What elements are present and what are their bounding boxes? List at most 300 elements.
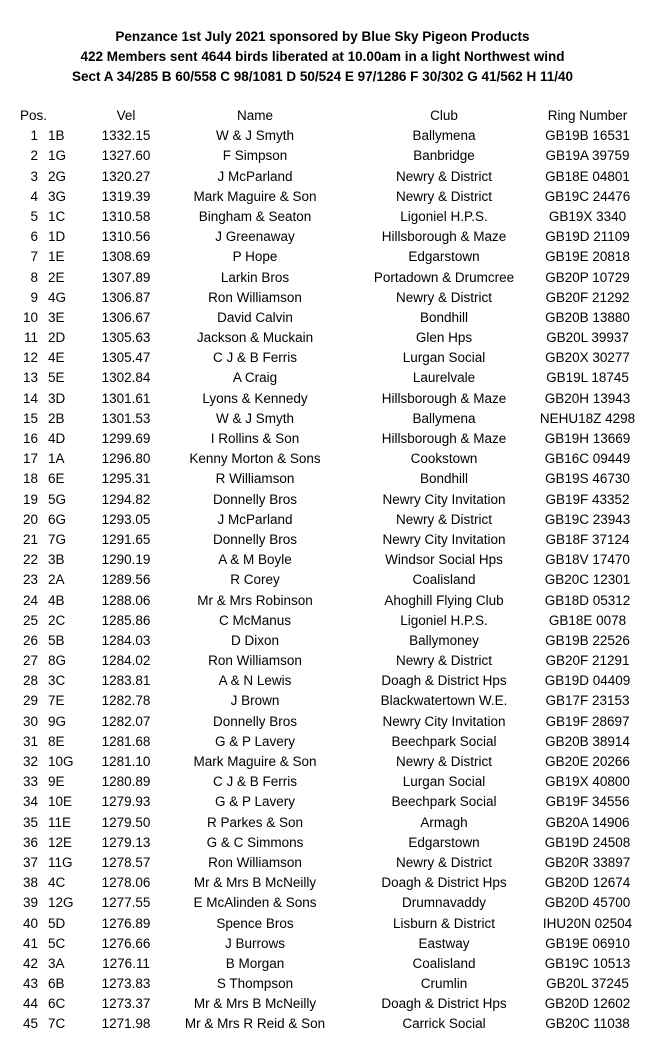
club-cell: Ballymena — [412, 410, 476, 426]
table-row — [0, 409, 645, 429]
velocity-cell: 1296.80 — [101, 451, 151, 467]
section-cell: 4C — [48, 875, 66, 891]
velocity-cell: 1291.65 — [101, 531, 151, 547]
velocity-cell: 1284.02 — [101, 653, 151, 669]
club-cell: Beechpark Social — [391, 733, 497, 749]
velocity-cell: 1306.67 — [101, 309, 151, 325]
club-cell: Ligoniel H.P.S. — [400, 612, 488, 628]
name-cell: Kenny Morton & Sons — [189, 451, 321, 467]
table-row — [0, 853, 645, 873]
club-cell: Carrick Social — [402, 1016, 486, 1032]
ring-number-cell: GB20B 38914 — [545, 733, 630, 749]
section-cell: 6C — [48, 996, 66, 1012]
table-row — [0, 288, 645, 308]
ring-number-cell: GB20A 14906 — [545, 814, 630, 830]
section-cell: 1G — [48, 148, 67, 164]
table-body — [0, 126, 645, 1034]
ring-number-cell: GB19F 28697 — [545, 713, 630, 729]
ring-number-cell: GB20D 12602 — [544, 996, 631, 1012]
club-cell: Newry City Invitation — [382, 491, 506, 507]
velocity-cell: 1282.78 — [101, 693, 151, 709]
position-cell: 7 — [30, 249, 38, 265]
table-row — [0, 187, 645, 207]
club-cell: Bondhill — [419, 309, 469, 325]
position-cell: 34 — [22, 794, 38, 810]
position-cell: 9 — [30, 289, 38, 305]
section-cell: 7C — [48, 1016, 66, 1032]
table-row — [0, 712, 645, 732]
section-cell: 3A — [48, 955, 65, 971]
ring-number-cell: GB19C 23943 — [544, 511, 631, 527]
velocity-cell: 1281.68 — [101, 733, 151, 749]
ring-number-cell: GB20L 39937 — [546, 330, 629, 346]
club-cell: Beechpark Social — [391, 794, 497, 810]
club-cell: Newry & District — [395, 754, 492, 769]
section-cell: 2D — [48, 330, 66, 346]
position-cell: 43 — [22, 976, 38, 992]
ring-number-cell: GB19X 3340 — [548, 208, 627, 224]
position-cell: 15 — [22, 410, 38, 426]
table-row — [0, 348, 645, 368]
club-cell: Blackwatertown W.E. — [380, 693, 508, 709]
name-cell: J McParland — [217, 511, 293, 527]
table-row — [0, 974, 645, 994]
section-cell: 5D — [48, 915, 66, 931]
table-row — [0, 752, 645, 772]
ring-number-cell: GB19E 06910 — [545, 935, 630, 951]
position-cell: 32 — [22, 754, 38, 769]
name-cell: D Dixon — [230, 632, 279, 648]
name-cell: C J & B Ferris — [212, 774, 297, 790]
position-cell: 16 — [22, 431, 38, 446]
velocity-cell: 1302.84 — [101, 370, 151, 386]
name-cell: G & C Simmons — [206, 834, 304, 850]
section-cell: 9G — [48, 713, 67, 729]
ring-number-cell: GB19A 39759 — [545, 148, 630, 164]
ring-number-cell: GB20L 37245 — [546, 976, 629, 992]
velocity-cell: 1284.03 — [101, 632, 151, 648]
column-header-pos: Pos. — [20, 108, 48, 123]
ring-number-cell: GB20F 21291 — [545, 653, 630, 669]
section-summary: Sect A 34/285 B 60/558 C 98/1081 D 50/524 E 97/1286 F 30/302 G 41/562 H 11/40 — [71, 69, 574, 84]
section-cell: 2G — [48, 168, 67, 184]
table-row — [0, 389, 645, 409]
ring-number-cell: GB20C 12301 — [544, 572, 631, 588]
ring-number-cell: GB19X 40800 — [545, 774, 630, 790]
velocity-cell: 1277.55 — [101, 895, 151, 911]
table-row — [0, 813, 645, 833]
velocity-cell: 1305.47 — [101, 350, 151, 366]
section-cell: 11E — [48, 814, 72, 830]
column-header-name: Name — [236, 108, 273, 123]
ring-number-cell: GB19D 24508 — [544, 834, 631, 850]
table-row — [0, 429, 645, 449]
club-cell: Newry City Invitation — [382, 713, 506, 729]
section-cell: 4G — [48, 289, 67, 305]
position-cell: 35 — [22, 814, 38, 830]
velocity-cell: 1307.89 — [101, 269, 151, 285]
section-cell: 12G — [48, 895, 74, 911]
velocity-cell: 1290.19 — [101, 552, 151, 568]
position-cell: 4 — [30, 188, 38, 204]
position-cell: 36 — [22, 834, 38, 850]
section-cell: 2C — [48, 612, 66, 628]
name-cell: Mr & Mrs B McNeilly — [193, 996, 317, 1012]
position-cell: 45 — [22, 1016, 38, 1032]
name-cell: B Morgan — [225, 955, 285, 971]
name-cell: Donnelly Bros — [212, 713, 298, 729]
velocity-cell: 1281.10 — [101, 754, 151, 769]
ring-number-cell: GB19H 13669 — [544, 431, 631, 446]
table-header-row — [0, 106, 645, 126]
position-cell: 29 — [22, 693, 38, 709]
ring-number-cell: GB18E 04801 — [545, 168, 630, 184]
velocity-cell: 1327.60 — [101, 148, 151, 164]
section-cell: 8G — [48, 653, 67, 669]
section-cell: 4D — [48, 431, 66, 446]
name-cell: Donnelly Bros — [212, 491, 298, 507]
position-cell: 27 — [22, 653, 38, 669]
ring-number-cell: GB18D 05312 — [544, 592, 631, 608]
ring-number-cell: GB19D 21109 — [545, 229, 630, 245]
name-cell: Donnelly Bros — [212, 531, 298, 547]
ring-number-cell: GB20D 45700 — [544, 895, 631, 911]
position-cell: 21 — [22, 531, 38, 547]
velocity-cell: 1279.50 — [101, 814, 151, 830]
ring-number-cell: GB19B 22526 — [545, 632, 630, 648]
column-header-club: Club — [430, 108, 458, 123]
ring-number-cell: GB19L 18745 — [546, 370, 629, 386]
club-cell: Laurelvale — [412, 370, 476, 386]
velocity-cell: 1273.37 — [101, 996, 151, 1012]
ring-number-cell: NEHU18Z 4298 — [539, 410, 636, 426]
velocity-cell: 1308.69 — [101, 249, 151, 265]
section-cell: 5G — [48, 491, 67, 507]
club-cell: Glen Hps — [415, 330, 473, 346]
name-cell: Mark Maguire & Son — [193, 754, 317, 769]
club-cell: Newry & District — [395, 188, 492, 204]
section-cell: 1D — [48, 229, 66, 245]
ring-number-cell: GB20R 33897 — [544, 854, 631, 870]
club-cell: Ballymena — [412, 128, 476, 144]
position-cell: 5 — [30, 208, 38, 224]
section-cell: 8E — [48, 733, 65, 749]
club-cell: Hillsborough & Maze — [381, 390, 507, 406]
section-cell: 2A — [48, 572, 65, 588]
velocity-cell: 1289.56 — [101, 572, 151, 588]
name-cell: E McAlinden & Sons — [193, 895, 317, 911]
name-cell: Ron Williamson — [208, 653, 302, 669]
name-cell: Bingham & Seaton — [198, 208, 312, 224]
position-cell: 10 — [22, 309, 38, 325]
velocity-cell: 1310.58 — [101, 208, 151, 224]
name-cell: J Burrows — [224, 935, 285, 951]
section-cell: 1B — [48, 128, 65, 144]
club-cell: Cookstown — [410, 451, 478, 467]
name-cell: G & P Lavery — [214, 733, 296, 749]
club-cell: Hillsborough & Maze — [381, 431, 507, 446]
club-cell: Ahoghill Flying Club — [384, 592, 504, 608]
table-row — [0, 368, 645, 388]
table-row — [0, 510, 645, 530]
club-cell: Doagh & District Hps — [381, 996, 507, 1012]
club-cell: Portadown & Drumcree — [373, 269, 515, 285]
position-cell: 3 — [30, 168, 38, 184]
club-cell: Edgarstown — [408, 834, 480, 850]
ring-number-cell: GB20H 13943 — [544, 390, 631, 406]
race-summary: 422 Members sent 4644 birds liberated at 10.00am in a light Northwest wind — [80, 49, 565, 64]
velocity-cell: 1276.11 — [102, 955, 150, 971]
position-cell: 2 — [30, 148, 38, 164]
club-cell: Lisburn & District — [392, 915, 496, 931]
section-cell: 5E — [48, 370, 65, 386]
club-cell: Newry & District — [395, 511, 492, 527]
position-cell: 1 — [30, 128, 38, 144]
name-cell: W & J Smyth — [215, 410, 294, 426]
name-cell: Lyons & Kennedy — [202, 390, 308, 406]
club-cell: Newry & District — [395, 168, 492, 184]
table-row — [0, 449, 645, 469]
position-cell: 6 — [30, 229, 38, 245]
velocity-cell: 1276.89 — [101, 915, 151, 931]
ring-number-cell: GB20C 11038 — [545, 1016, 630, 1032]
section-cell: 5B — [48, 632, 65, 648]
velocity-cell: 1293.05 — [101, 511, 151, 527]
ring-number-cell: GB20B 13880 — [545, 309, 630, 325]
club-cell: Banbridge — [413, 148, 475, 164]
velocity-cell: 1271.98 — [101, 1016, 151, 1032]
position-cell: 41 — [22, 935, 38, 951]
velocity-cell: 1282.07 — [101, 713, 151, 729]
velocity-cell: 1305.63 — [101, 330, 151, 346]
velocity-cell: 1276.66 — [101, 935, 151, 951]
table-row — [0, 833, 645, 853]
club-cell: Newry & District — [395, 289, 492, 305]
table-row — [0, 328, 645, 348]
club-cell: Newry City Invitation — [382, 531, 506, 547]
position-cell: 14 — [22, 390, 38, 406]
ring-number-cell: GB19F 34556 — [545, 794, 630, 810]
velocity-cell: 1278.57 — [101, 854, 151, 870]
name-cell: Mr & Mrs R Reid & Son — [184, 1016, 326, 1032]
club-cell: Hillsborough & Maze — [381, 229, 507, 245]
section-cell: 12E — [48, 834, 73, 850]
name-cell: Larkin Bros — [220, 269, 290, 285]
table-row — [0, 954, 645, 974]
club-cell: Coalisland — [412, 955, 476, 971]
position-cell: 22 — [22, 552, 38, 568]
table-row — [0, 227, 645, 247]
club-cell: Bondhill — [419, 471, 469, 487]
club-cell: Lurgan Social — [402, 774, 486, 790]
velocity-cell: 1295.31 — [101, 471, 151, 487]
club-cell: Newry & District — [395, 854, 492, 870]
section-cell: 1C — [48, 208, 66, 224]
table-row — [0, 732, 645, 752]
table-row — [0, 167, 645, 187]
section-cell: 3B — [48, 552, 65, 568]
table-row — [0, 792, 645, 812]
ring-number-cell: GB18V 17470 — [545, 552, 630, 568]
table-row — [0, 1014, 645, 1034]
section-cell: 6G — [48, 511, 67, 527]
ring-number-cell: GB20F 21292 — [545, 289, 630, 305]
table-row — [0, 126, 645, 146]
club-cell: Drumnavaddy — [401, 895, 487, 911]
velocity-cell: 1285.86 — [101, 612, 151, 628]
club-cell: Windsor Social Hps — [385, 552, 503, 568]
position-cell: 40 — [22, 915, 38, 931]
section-cell: 4E — [48, 350, 65, 366]
name-cell: A & N Lewis — [218, 673, 292, 689]
table-row — [0, 268, 645, 288]
velocity-cell: 1273.83 — [101, 976, 151, 992]
ring-number-cell: GB20D 12674 — [544, 875, 631, 891]
position-cell: 17 — [22, 451, 38, 467]
ring-number-cell: GB20P 10729 — [545, 269, 630, 285]
position-cell: 26 — [22, 632, 38, 648]
section-cell: 1A — [48, 451, 65, 467]
column-header-ring-number: Ring Number — [547, 108, 628, 123]
ring-number-cell: GB16C 09449 — [544, 451, 631, 467]
table-row — [0, 146, 645, 166]
section-cell: 2B — [48, 410, 65, 426]
table-row — [0, 530, 645, 550]
table-row — [0, 308, 645, 328]
table-row — [0, 914, 645, 934]
ring-number-cell: GB20E 20266 — [545, 754, 630, 769]
velocity-cell: 1279.13 — [101, 834, 151, 850]
table-row — [0, 873, 645, 893]
position-cell: 44 — [22, 996, 38, 1012]
section-cell: 3E — [48, 309, 65, 325]
name-cell: David Calvin — [217, 309, 293, 325]
results-table — [0, 106, 645, 1035]
position-cell: 12 — [22, 350, 38, 366]
table-row — [0, 611, 645, 631]
ring-number-cell: GB17F 23153 — [545, 693, 630, 709]
position-cell: 23 — [22, 572, 38, 588]
position-cell: 33 — [22, 774, 38, 790]
club-cell: Ligoniel H.P.S. — [400, 208, 488, 224]
table-row — [0, 207, 645, 227]
velocity-cell: 1280.89 — [101, 774, 151, 790]
table-row — [0, 691, 645, 711]
section-cell: 1E — [48, 249, 65, 265]
section-cell: 7E — [48, 693, 65, 709]
table-row — [0, 469, 645, 489]
position-cell: 30 — [22, 713, 38, 729]
velocity-cell: 1288.06 — [101, 592, 151, 608]
club-cell: Coalisland — [412, 572, 476, 588]
name-cell: Spence Bros — [216, 915, 294, 931]
section-cell: 3C — [48, 673, 66, 689]
position-cell: 28 — [22, 673, 38, 689]
position-cell: 42 — [22, 955, 38, 971]
section-cell: 7G — [48, 531, 67, 547]
name-cell: J Brown — [230, 693, 280, 709]
ring-number-cell: GB19F 43352 — [545, 491, 630, 507]
section-cell: 5C — [48, 935, 66, 951]
name-cell: J McParland — [217, 168, 293, 184]
table-row — [0, 490, 645, 510]
position-cell: 38 — [22, 875, 38, 891]
name-cell: Mark Maguire & Son — [193, 188, 317, 204]
velocity-cell: 1332.15 — [101, 128, 151, 144]
column-header-vel: Vel — [116, 108, 136, 123]
table-row — [0, 671, 645, 691]
section-cell: 3G — [48, 188, 67, 204]
name-cell: G & P Lavery — [214, 794, 296, 810]
name-cell: I Rollins & Son — [210, 431, 300, 446]
name-cell: C McManus — [218, 612, 291, 628]
ring-number-cell: GB19C 10513 — [544, 955, 631, 971]
club-cell: Lurgan Social — [402, 350, 486, 366]
velocity-cell: 1319.39 — [101, 188, 151, 204]
section-cell: 10G — [48, 754, 74, 769]
section-cell: 11G — [48, 854, 73, 870]
section-cell: 4B — [48, 592, 65, 608]
table-row — [0, 893, 645, 913]
club-cell: Newry & District — [395, 653, 492, 669]
race-header — [0, 27, 645, 87]
name-cell: S Thompson — [216, 976, 294, 992]
velocity-cell: 1294.82 — [101, 491, 151, 507]
table-row — [0, 994, 645, 1014]
velocity-cell: 1320.27 — [101, 168, 151, 184]
name-cell: R Parkes & Son — [206, 814, 304, 830]
position-cell: 24 — [22, 592, 38, 608]
table-row — [0, 570, 645, 590]
ring-number-cell: GB19E 20818 — [545, 249, 630, 265]
section-cell: 2E — [48, 269, 65, 285]
velocity-cell: 1306.87 — [101, 289, 151, 305]
table-row — [0, 934, 645, 954]
name-cell: Ron Williamson — [208, 289, 302, 305]
velocity-cell: 1299.69 — [101, 431, 151, 446]
table-row — [0, 591, 645, 611]
velocity-cell: 1283.81 — [101, 673, 151, 689]
velocity-cell: 1279.93 — [101, 794, 151, 810]
name-cell: A Craig — [232, 370, 278, 386]
position-cell: 37 — [22, 854, 38, 870]
position-cell: 20 — [22, 511, 38, 527]
position-cell: 13 — [22, 370, 38, 386]
position-cell: 11 — [23, 330, 38, 346]
velocity-cell: 1310.56 — [101, 229, 151, 245]
velocity-cell: 1301.61 — [101, 390, 151, 406]
position-cell: 31 — [22, 733, 38, 749]
ring-number-cell: GB19C 24476 — [544, 188, 631, 204]
club-cell: Doagh & District Hps — [381, 673, 507, 689]
section-cell: 9E — [48, 774, 65, 790]
name-cell: C J & B Ferris — [212, 350, 297, 366]
ring-number-cell: GB18E 0078 — [548, 612, 627, 628]
name-cell: F Simpson — [222, 148, 288, 164]
table-row — [0, 247, 645, 267]
table-row — [0, 550, 645, 570]
velocity-cell: 1301.53 — [101, 410, 151, 426]
position-cell: 25 — [22, 612, 38, 628]
name-cell: A & M Boyle — [218, 552, 292, 568]
club-cell: Crumlin — [420, 976, 468, 992]
ring-number-cell: GB19D 04409 — [544, 673, 631, 689]
position-cell: 39 — [22, 895, 38, 911]
name-cell: W & J Smyth — [215, 128, 294, 144]
ring-number-cell: GB19B 16531 — [545, 128, 630, 144]
name-cell: Mr & Mrs Robinson — [197, 592, 313, 608]
ring-number-cell: GB18F 37124 — [545, 531, 630, 547]
